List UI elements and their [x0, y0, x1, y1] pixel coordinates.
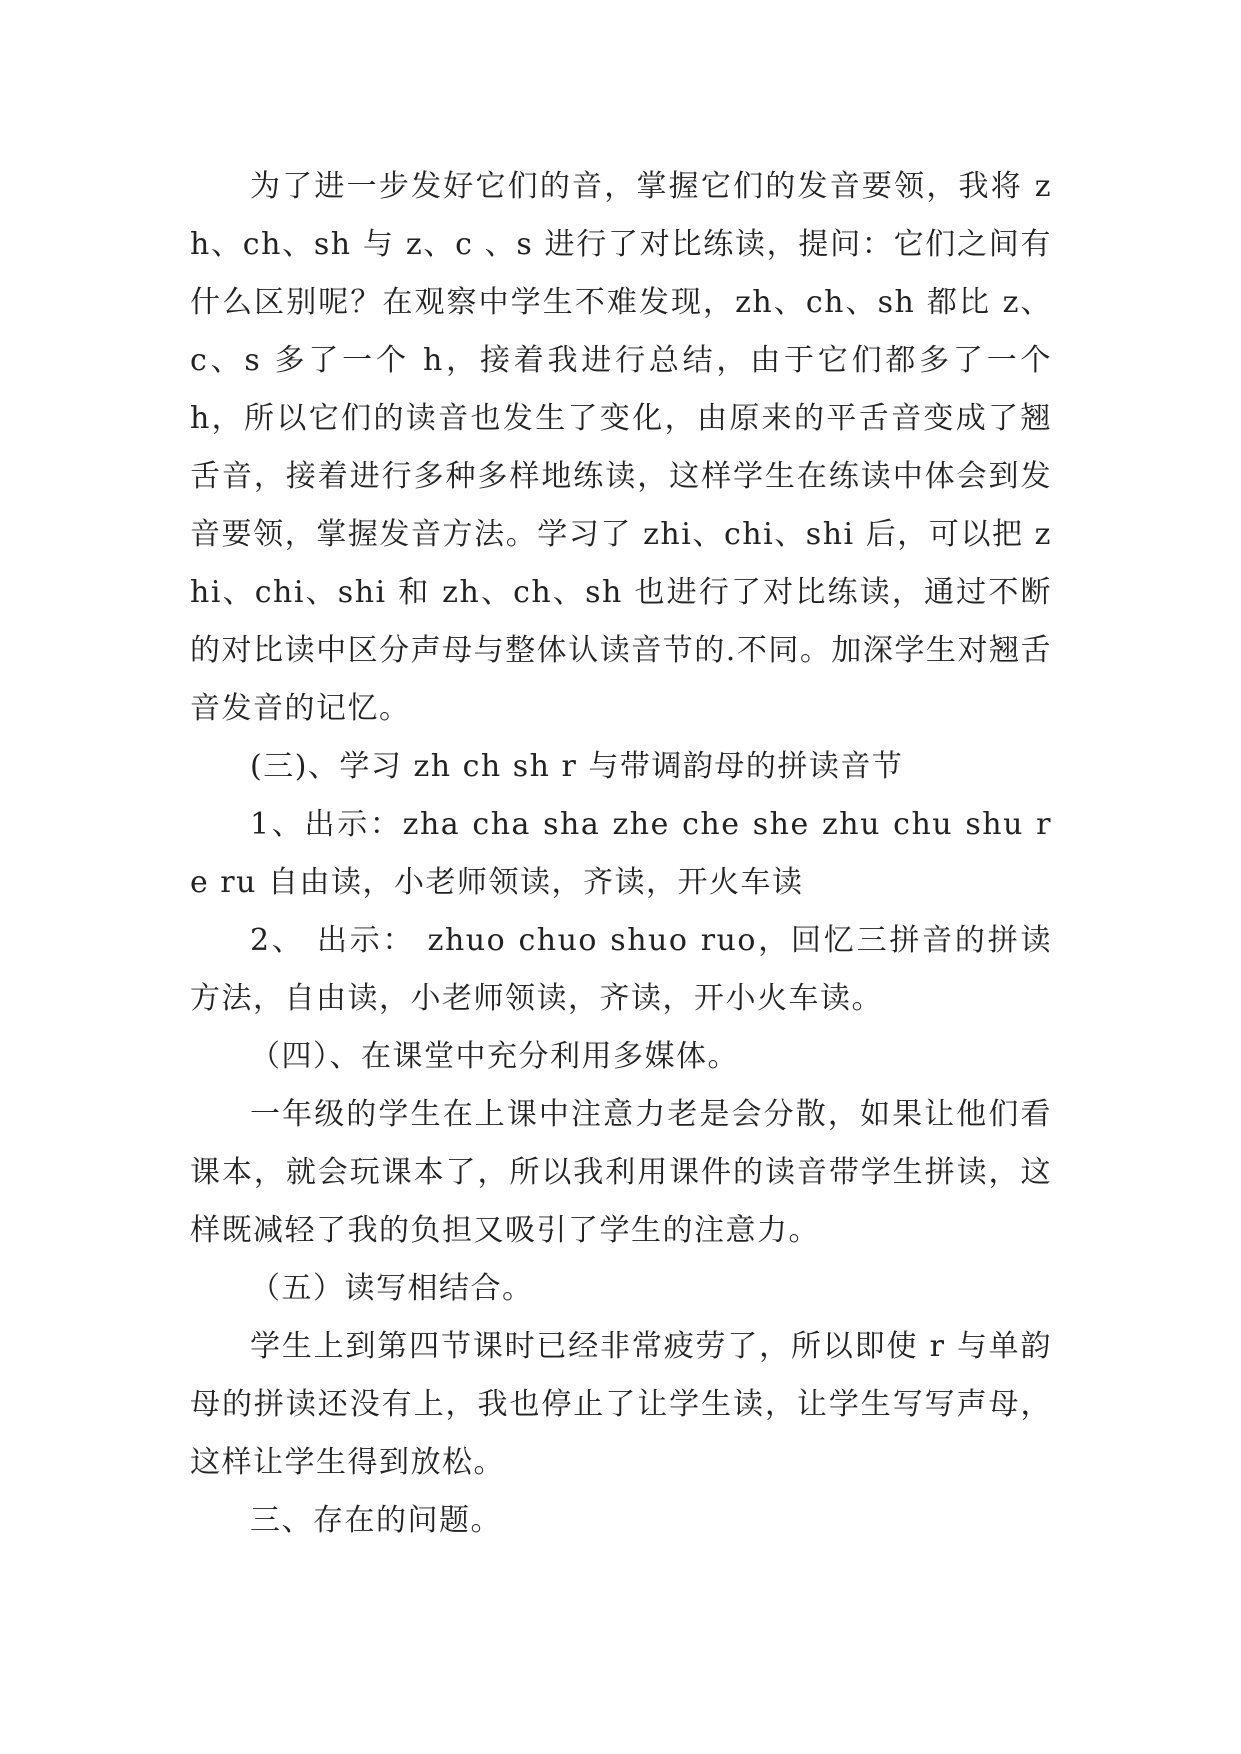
section-heading-three: (三)、学习 zh ch sh r 与带调韵母的拼读音节 — [250, 749, 904, 784]
paragraph-item-one: 1、出示：zha cha sha zhe che she zhu chu shu re ru 自由读，小老师领读，齐读，开火车读 — [190, 807, 1052, 900]
document-body — [190, 158, 1052, 1550]
section-heading-problems: 三、存在的问题。 — [250, 1503, 502, 1538]
paragraph-contrast-practice: 为了进一步发好它们的音，掌握它们的发音要领，我将 zh、ch、sh 与 z、c 、s 进行了对比练读，提问：它们之间有什么区别呢？在观察中学生不难发现，zh、ch、sh 都比 z、c、s 多了一个 h，接着我进行总结，由于它们都多了一个 h，所以它们的读音也发生了变化，由原来的平舌音变成了翘舌音，接着进行多种多样地练读，这样学生在练读中体会到发音要领，掌握发音方法。学习了 zhi、chi、shi 后，可以把 zhi、chi、shi 和 zh、ch、sh 也进行了对比练读，通过不断的对比读中区分声母与整体认读音节的.不同。加深学生对翘舌音发音的记忆。 — [190, 169, 1052, 726]
paragraph-reading-writing: 学生上到第四节课时已经非常疲劳了，所以即使 r 与单韵母的拼读还没有上，我也停止了让学生读，让学生写写声母，这样让学生得到放松。 — [190, 1329, 1052, 1480]
section-heading-five: （五）读写相结合。 — [250, 1271, 534, 1306]
paragraph-multimedia: 一年级的学生在上课中注意力老是会分散，如果让他们看课本，就会玩课本了，所以我利用课件的读音带学生拼读，这样既减轻了我的负担又吸引了学生的注意力。 — [190, 1097, 1052, 1248]
section-heading-four: （四）、在课堂中充分利用多媒体。 — [250, 1039, 739, 1074]
paragraph-item-two: 2、 出示： zhuo chuo shuo ruo，回忆三拼音的拼读方法，自由读，小老师领读，齐读，开小火车读。 — [190, 923, 1052, 1016]
